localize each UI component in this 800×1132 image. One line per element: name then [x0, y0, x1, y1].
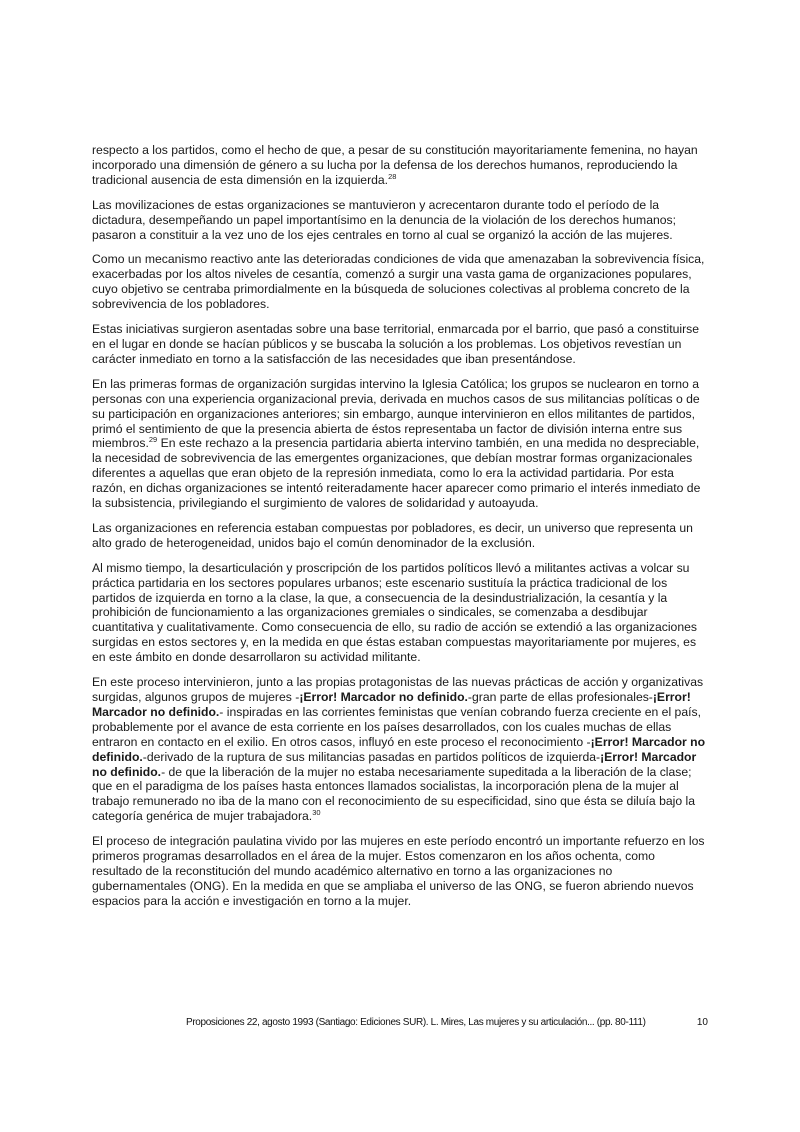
body-paragraph: [92, 252, 708, 312]
body-paragraph: [92, 322, 708, 367]
paragraph-text: -derivado de la ruptura de sus militancias pasadas en partidos políticos de izquierda-: [142, 749, 601, 764]
paragraph-text: El proceso de integración paulatina vivido por las mujeres en este período encontró un importante refuerzo en los primeros programas desarrollados en el área de la mujer. Estos comenzaron en los años ochenta, como resultado de la reconstitución del mundo académico alternativo en torno a las organizaciones no gubernamentales (ONG). En la medida en que se ampliaba el universo de las ONG, se fueron abriendo nuevos espacios para la acción e investigación en torno a la mujer.: [92, 834, 705, 908]
paragraph-text: Al mismo tiempo, la desarticulación y proscripción de los partidos políticos llevó a militantes activas a volcar su práctica partidaria en los sectores populares urbanos; este escenario sustituía la práctica tradicional de los partidos de izquierda en torno a la clase, la que, a consecuencia de la desindustrialización, la cesantía y la prohibición de funcionamiento a las organizaciones gremiales o sindicales, se comenzaba a desdibujar cuantitativa y cualitativamente. Como consecuencia de ello, su radio de acción se extendió a las organizaciones surgidas en estos sectores y, en la medida en que éstas estaban compuestas mayoritariamente por mujeres, es en este ámbito en donde desarrollaron su actividad militante.: [92, 560, 697, 665]
paragraph-text: -gran parte de ellas profesionales-: [467, 690, 653, 704]
body-paragraph: [92, 521, 708, 551]
body-paragraph: [92, 198, 708, 243]
body-paragraph: [92, 143, 708, 188]
footnote-ref: 29: [148, 435, 158, 445]
document-body: [92, 143, 708, 919]
bookmark-error-text: ¡Error! Marcador no definido.: [92, 734, 706, 764]
footnote-ref: 28: [388, 171, 397, 181]
paragraph-text: Estas iniciativas surgieron asentadas sobre una base territorial, enmarcada por el barrio, que pasó a constituirse en el lugar en donde se hacían públicos y se buscaba la solución a los problemas. Los objetivos revestían un carácter inmediato en torno a la satisfacción de las necesidades que iban presentándose.: [92, 322, 699, 366]
paragraph-text: En este proceso intervinieron, junto a las propias protagonistas de las nuevas prácticas de acción y organizativas surgidas, algunos grupos de mujeres -: [92, 675, 704, 704]
bookmark-error-text: ¡Error! Marcador no definido.: [299, 690, 468, 704]
paragraph-text: - inspiradas en las corrientes feministas que venían cobrando fuerza creciente en el país, probablemente por el avance de esta corriente en los países desarrollados, con los cuales muchas de ellas entraron en contacto en el exilio. En otros casos, influyó en este proceso el reconocimiento -: [92, 704, 701, 749]
paragraph-text: En las primeras formas de organización surgidas intervino la Iglesia Católica; los grupos se nuclearon en torno a personas con una experiencia organizacional previa, derivada en muchos casos de sus militancias políticas o de su participación en organizaciones anteriores; sin embargo, aunque intervinieron en ellos militantes de partidos, primó el sentimiento de que la presencia abierta de éstos representaba un factor de división interna entre sus miembros.: [92, 376, 700, 451]
bookmark-error-text: ¡Error! Marcador no definido.: [92, 690, 691, 719]
paragraph-text: - de que la liberación de la mujer no estaba necesariamente supeditada a la liberación de la clase; que en el paradigma de los países hasta entonces llamados socialistas, la incorporación plena de la mujer al trabajo remunerado no iba de la mano con el reconocimiento de su especificidad, sino que ésta se diluía bajo la categoría genérica de mujer trabajadora.: [92, 764, 695, 824]
footer-citation: Proposiciones 22, agosto 1993 (Santiago: Ediciones SUR). L. Mires, Las mujeres y su articulación... (pp. 80-111): [186, 1017, 646, 1028]
body-paragraph: [92, 834, 708, 909]
body-paragraph: [92, 377, 708, 511]
body-paragraph: [92, 561, 708, 665]
paragraph-text: Las movilizaciones de estas organizaciones se mantuvieron y acrecentaron durante todo el período de la dictadura, desempeñando un papel importantísimo en la denuncia de la violación de los derechos humanos; pasaron a constituir a la vez uno de los ejes centrales en torno al cual se organizó la acción de las mujeres.: [92, 197, 677, 242]
paragraph-text: Como un mecanismo reactivo ante las deterioradas condiciones de vida que amenazaban la sobrevivencia física, exacerbadas por los altos niveles de cesantía, comenzó a surgir una vasta gama de organizaciones populares, cuyo objetivo se centraba primordialmente en la búsqueda de soluciones colectivas al problema concreto de la sobrevivencia de los pobladores.: [92, 252, 705, 312]
bookmark-error-text: ¡Error! Marcador no definido.: [92, 749, 697, 779]
paragraph-text: respecto a los partidos, como el hecho de que, a pesar de su constitución mayoritariamente femenina, no hayan incorporado una dimensión de género a su lucha por la defensa de los derechos humanos, reproduciendo la tradicional ausencia de esta dimensión en la izquierda.: [92, 143, 698, 187]
page-footer: [186, 1017, 708, 1029]
page-number: 10: [696, 1017, 708, 1028]
paragraph-text: Las organizaciones en referencia estaban compuestas por pobladores, es decir, un universo que representa un alto grado de heterogeneidad, unidos bajo el común denominador de la exclusión.: [92, 520, 693, 550]
body-paragraph: [92, 675, 708, 824]
paragraph-text: En este rechazo a la presencia partidaria abierta intervino también, en una medida no despreciable, la necesidad de sobrevivencia de las emergentes organizaciones, que debían mostrar formas organizacionales diferentes a aquellas que eran objeto de la represión inmediata, como lo era la actividad partidaria. Por esta razón, en dichas organizaciones se intentó reiteradamente hacer aparecer como primario el interés inmediato de la subsistencia, privilegiando el surgimiento de valores de solidaridad y autoayuda.: [92, 436, 701, 511]
footnote-ref: 30: [312, 808, 321, 818]
